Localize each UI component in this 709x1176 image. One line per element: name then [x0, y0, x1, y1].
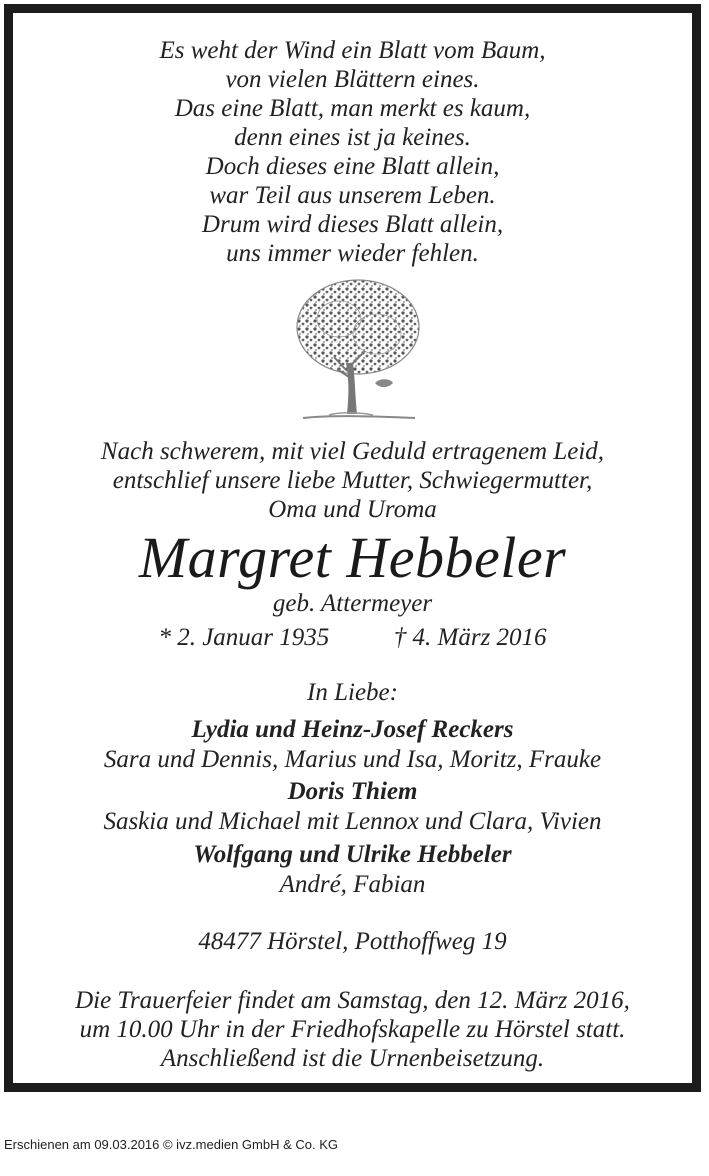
poem-line: Drum wird dieses Blatt allein,: [201, 211, 504, 238]
family-members: André, Fabian: [279, 871, 426, 898]
obituary-frame: [4, 4, 701, 1092]
family-head: Doris Thiem: [287, 778, 418, 805]
poem-line: Doch dieses eine Blatt allein,: [205, 153, 500, 180]
birth-date: * 2. Januar 1935: [158, 624, 330, 651]
maiden-name: geb. Attermeyer: [272, 590, 433, 617]
deceased-name: Margret Hebbeler: [138, 525, 567, 590]
poem-line: Das eine Blatt, man merkt es kaum,: [174, 95, 531, 122]
poem-line: war Teil aus unserem Leben.: [209, 182, 496, 209]
in-love-label: In Liebe:: [307, 679, 398, 706]
life-dates: [13, 623, 692, 652]
publication-footer: Erschienen am 09.03.2016 © ivz.medien GmbH & Co. KG: [4, 1137, 339, 1152]
intro-line: Nach schwerem, mit viel Geduld ertragenem Leid,: [100, 438, 605, 465]
tree-illustration-icon: [289, 279, 429, 421]
poem-line: denn eines ist ja keines.: [234, 124, 471, 151]
family-head: Wolfgang und Ulrike Hebbeler: [193, 841, 512, 868]
poem-line: uns immer wieder fehlen.: [226, 240, 479, 267]
ceremony-line: um 10.00 Uhr in der Friedhofskapelle zu Hörstel statt.: [79, 1016, 626, 1043]
intro-line: Oma und Uroma: [268, 496, 437, 523]
poem-line: Es weht der Wind ein Blatt vom Baum,: [159, 37, 546, 64]
family-members: Sara und Dennis, Marius und Isa, Moritz, Frauke: [103, 746, 602, 773]
family-head: Lydia und Heinz-Josef Reckers: [191, 716, 514, 743]
address: 48477 Hörstel, Potthoffweg 19: [198, 928, 507, 955]
ceremony-line: Die Trauerfeier findet am Samstag, den 12. März 2016,: [75, 987, 630, 1014]
death-date: † 4. März 2016: [393, 624, 547, 651]
intro-line: entschlief unsere liebe Mutter, Schwiegermutter,: [112, 467, 593, 494]
ceremony-line: Anschließend ist die Urnenbeisetzung.: [160, 1045, 545, 1072]
obituary-card: [13, 13, 692, 1083]
poem-line: von vielen Blättern eines.: [225, 66, 480, 93]
family-members: Saskia und Michael mit Lennox und Clara, Vivien: [103, 808, 602, 835]
